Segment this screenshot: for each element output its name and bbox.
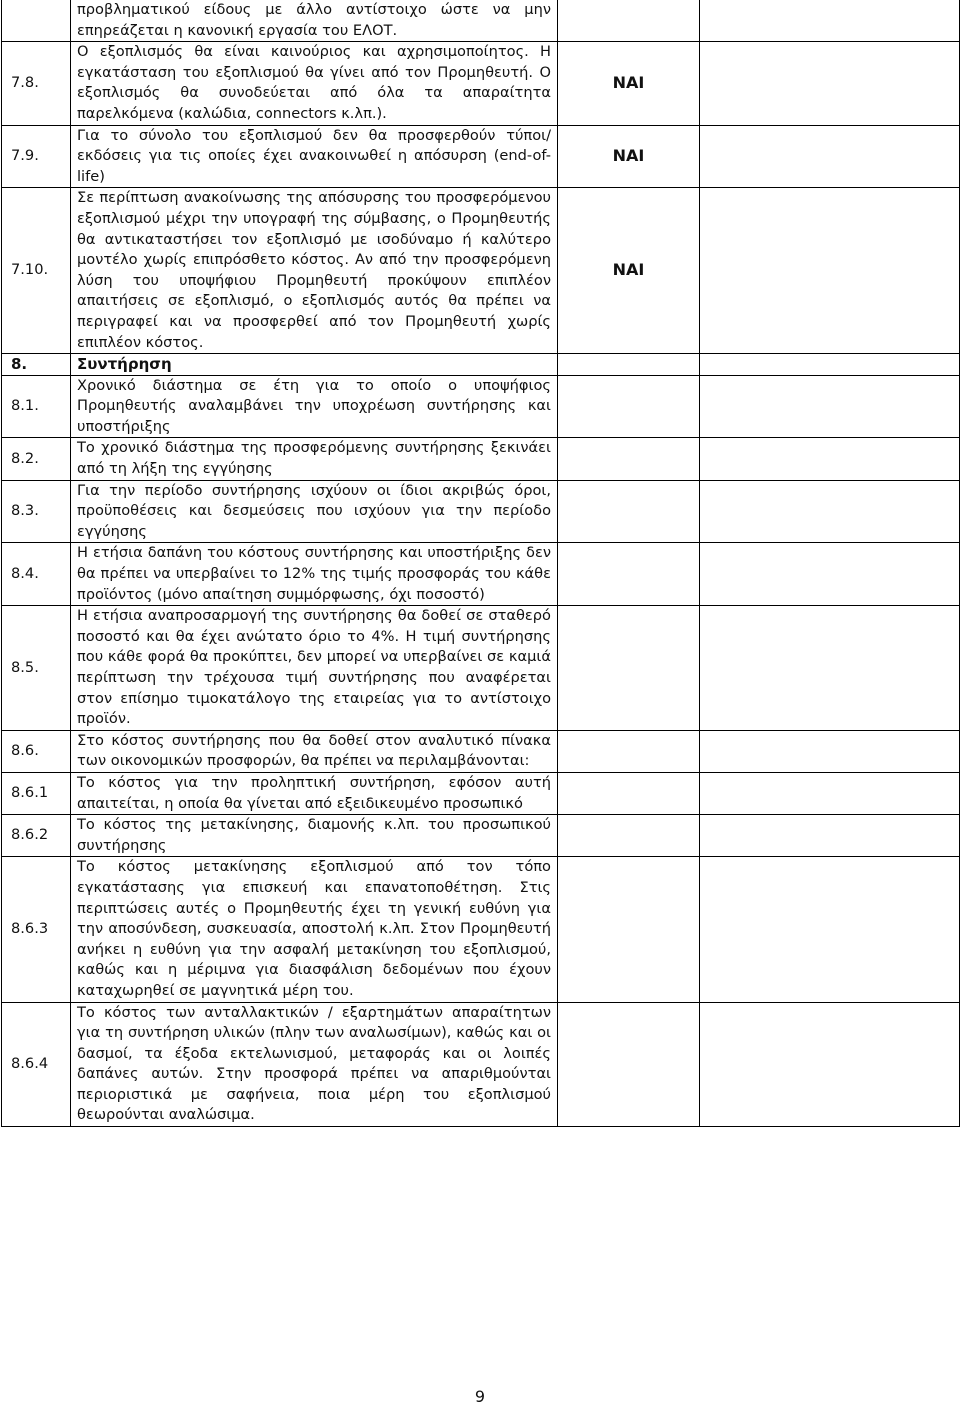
row-number: 8.4. [2, 543, 71, 606]
requirement-text: Σε περίπτωση ανακοίνωσης της απόσυρσης του προσφερόμενου εξοπλισμού μέχρι την υπογραφή της σύμβασης, ο Προμηθευτής θα αντικαταστήσει τον εξοπλισμό με ισοδύναμο ή καλύτερο μοντέλο χωρίς επιπρόσθετο κόστος. Αν από την προσφερόμενη λύση του υποψήφιου Προμηθευτή προκύψουν επιπλέον απαιτήσεις σε εξοπλισμό, ο εξοπλισμός αυτός θα πρέπει να περιγραφεί και να προσφερθεί από τον Προμηθευτή χωρίς επιπλέον κόστος. [71, 188, 558, 354]
requirement-text: Το κόστος για την προληπτική συντήρηση, εφόσον αυτή απαιτείται, η οποία θα γίνεται από εξειδικευμένο προσωπικό [71, 772, 558, 814]
response-cell [700, 188, 960, 354]
section-title: Συντήρηση [71, 354, 558, 376]
requirement-text: Για το σύνολο του εξοπλισμού δεν θα προσφερθούν τύποι/ εκδόσεις για τις οποίες έχει ανακοινωθεί η απόσυρση (end-of-life) [71, 125, 558, 188]
response-cell [700, 125, 960, 188]
table-row [2, 0, 960, 42]
row-number: 8.6.4 [2, 1002, 71, 1127]
compliance-cell [558, 480, 700, 543]
compliance-cell [558, 1002, 700, 1127]
compliance-cell [558, 438, 700, 480]
response-cell [700, 772, 960, 814]
response-cell [700, 606, 960, 731]
section-number: 8. [2, 354, 71, 376]
response-cell [700, 375, 960, 438]
response-cell [700, 730, 960, 772]
response-cell [700, 42, 960, 125]
table-row [2, 815, 960, 857]
table-row [2, 857, 960, 1002]
row-number: 8.2. [2, 438, 71, 480]
compliance-cell [558, 815, 700, 857]
table-row [2, 772, 960, 814]
table-row [2, 375, 960, 438]
requirement-text: Η ετήσια αναπροσαρμογή της συντήρησης θα δοθεί σε σταθερό ποσοστό και θα έχει ανώτατο όριο το 4%. Η τιμή συντήρησης που κάθε φορά θα προκύπτει, δεν μπορεί να υπερβαίνει σε καμιά περίπτωση την τρέχουσα τιμή συντήρησης που αναφέρεται στον επίσημο τιμοκατάλογο της εταιρείας για το αντίστοιχο προϊόν. [71, 606, 558, 731]
section-header-row [2, 354, 960, 376]
compliance-cell [558, 354, 700, 376]
compliance-cell [558, 857, 700, 1002]
row-number: 8.1. [2, 375, 71, 438]
response-cell [700, 438, 960, 480]
compliance-cell [558, 543, 700, 606]
row-number: 8.5. [2, 606, 71, 731]
compliance-cell: ΝΑΙ [558, 188, 700, 354]
requirement-text: προβληματικού είδους με άλλο αντίστοιχο ώστε να μην επηρεάζεται η κανονική εργασία του ΕΛΟΤ. [71, 0, 558, 42]
row-number: 8.6.3 [2, 857, 71, 1002]
row-number: 8.6. [2, 730, 71, 772]
requirement-text: Στο κόστος συντήρησης που θα δοθεί στον αναλυτικό πίνακα των οικονομικών προσφορών, θα πρέπει να περιλαμβάνονται: [71, 730, 558, 772]
page-number: 9 [474, 1387, 486, 1406]
row-number [2, 0, 71, 42]
table-row [2, 730, 960, 772]
requirement-text: Το κόστος των ανταλλακτικών / εξαρτημάτων απαραίτητων για τη συντήρηση υλικών (πλην των αναλωσίμων), καθώς και οι δασμοί, τα έξοδα εκτελωνισμού, μεταφοράς και οι λοιπές δαπάνες αυτών. Στην προσφορά πρέπει να απαριθμούνται περιοριστικά με σαφήνεια, ποια μέρη του εξοπλισμού θεωρούνται αναλώσιμα. [71, 1002, 558, 1127]
row-number: 7.8. [2, 42, 71, 125]
compliance-cell: ΝΑΙ [558, 125, 700, 188]
table-row [2, 1002, 960, 1127]
compliance-cell: ΝΑΙ [558, 42, 700, 125]
response-cell [700, 543, 960, 606]
table-row [2, 188, 960, 354]
row-number: 7.10. [2, 188, 71, 354]
row-number: 8.6.2 [2, 815, 71, 857]
row-number: 8.6.1 [2, 772, 71, 814]
compliance-cell [558, 375, 700, 438]
table-row [2, 480, 960, 543]
response-cell [700, 1002, 960, 1127]
requirement-text: Το κόστος μετακίνησης εξοπλισμού από τον τόπο εγκατάστασης για επισκευή και επανατοποθέτηση. Στις περιπτώσεις αυτές ο Προμηθευτής έχει τη γενική ευθύνη για την αποσύνδεση, συσκευασία, αποστολή κ.λπ. Στον Προμηθευτή ανήκει η ευθύνη για την ασφαλή μετακίνηση του εξοπλισμού, καθώς και η μέριμνα για διασφάλιση δεδομένων που έχουν καταχωρηθεί σε μαγνητικά μέρη του. [71, 857, 558, 1002]
compliance-cell [558, 606, 700, 731]
table-row [2, 543, 960, 606]
requirement-text: Για την περίοδο συντήρησης ισχύουν οι ίδιοι ακριβώς όροι, προϋποθέσεις και δεσμεύσεις που ισχύουν για την περίοδο εγγύησης [71, 480, 558, 543]
requirement-text: Χρονικό διάστημα σε έτη για το οποίο ο υποψήφιος Προμηθευτής αναλαμβάνει την υποχρέωση συντήρησης και υποστήριξης [71, 375, 558, 438]
response-cell [700, 480, 960, 543]
compliance-cell [558, 730, 700, 772]
table-row [2, 125, 960, 188]
requirement-text: Ο εξοπλισμός θα είναι καινούριος και αχρησιμοποίητος. Η εγκατάσταση του εξοπλισμού θα γίνει από τον Προμηθευτή. Ο εξοπλισμός θα συνοδεύεται από όλα τα απαραίτητα παρελκόμενα (καλώδια, connectors κ.λπ.). [71, 42, 558, 125]
response-cell [700, 815, 960, 857]
compliance-cell [558, 772, 700, 814]
requirements-table [1, 0, 960, 1127]
response-cell [700, 857, 960, 1002]
table-row [2, 438, 960, 480]
table-row [2, 606, 960, 731]
requirement-text: Το κόστος της μετακίνησης, διαμονής κ.λπ. του προσωπικού συντήρησης [71, 815, 558, 857]
response-cell [700, 0, 960, 42]
requirement-text: Το χρονικό διάστημα της προσφερόμενης συντήρησης ξεκινάει από τη λήξη της εγγύησης [71, 438, 558, 480]
requirement-text: Η ετήσια δαπάνη του κόστους συντήρησης και υποστήριξης δεν θα πρέπει να υπερβαίνει το 12% της τιμής προσφοράς του κάθε προϊόντος (μόνο απαίτηση συμμόρφωσης, όχι ποσοστό) [71, 543, 558, 606]
row-number: 7.9. [2, 125, 71, 188]
table-row [2, 42, 960, 125]
row-number: 8.3. [2, 480, 71, 543]
compliance-cell [558, 0, 700, 42]
response-cell [700, 354, 960, 376]
